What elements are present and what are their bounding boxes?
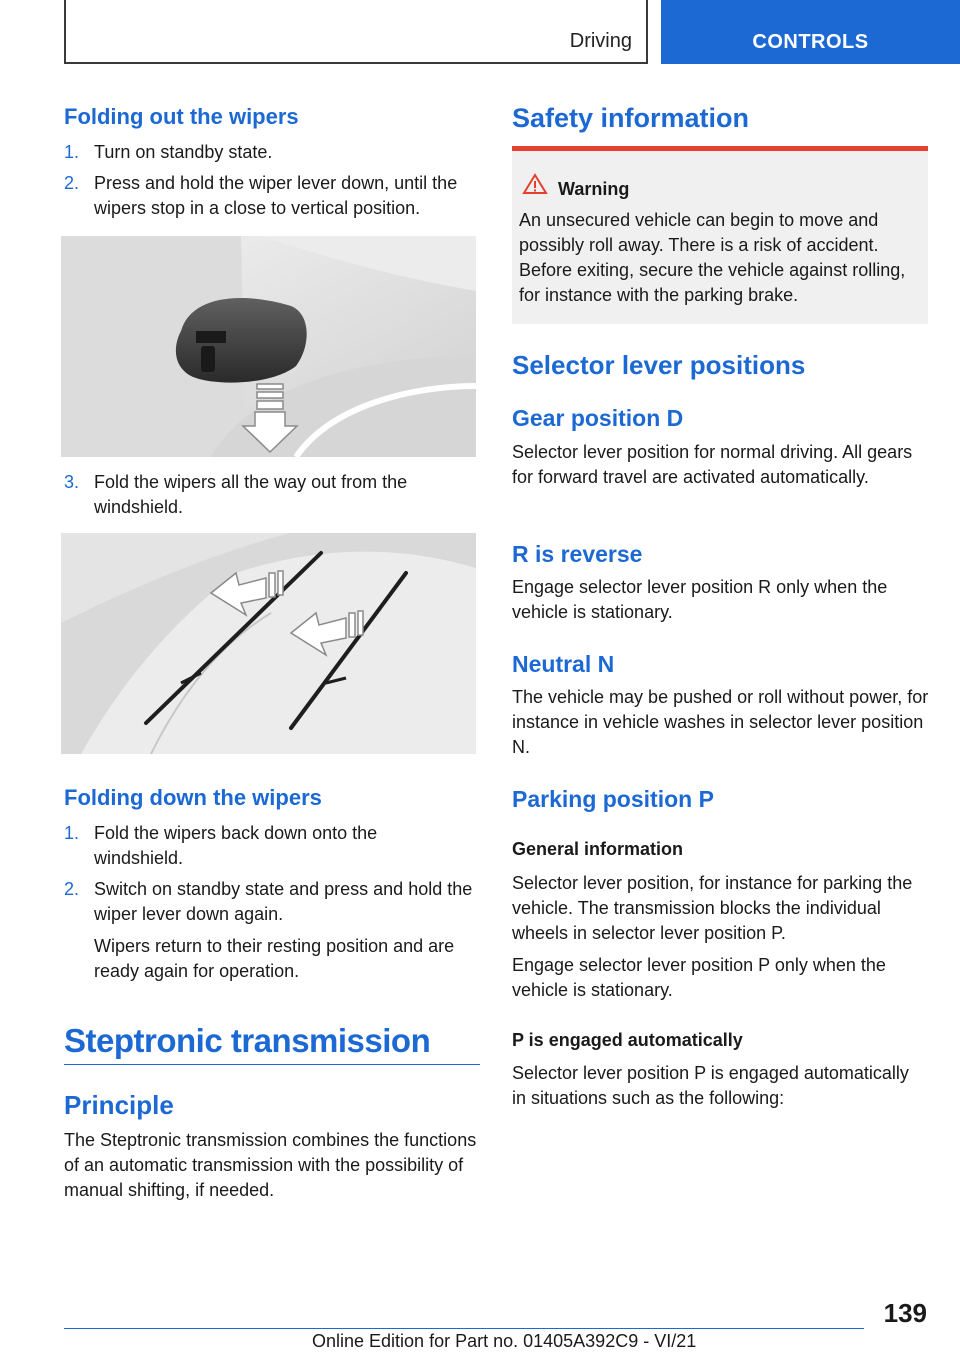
header-section: Driving	[569, 30, 632, 52]
step-number: 3.	[64, 472, 80, 492]
step-text: Fold the wipers back down onto the windshield.	[94, 823, 378, 868]
step-text: Fold the wipers all the way out from the windshield.	[94, 472, 408, 517]
folding-out-title: Folding out the wipers	[64, 104, 299, 129]
reverse-title: R is reverse	[512, 541, 643, 567]
gear-d-title: Gear position D	[512, 405, 684, 431]
step-text: Press and hold the wiper lever down, until the wipers stop in a close to vertical position.	[94, 173, 458, 218]
principle-title: Principle	[64, 1090, 174, 1120]
neutral-text: The vehicle may be pushed or roll without power, for instance in vehicle washes in selector lever position N.	[512, 687, 929, 757]
step-text: Turn on standby state.	[94, 142, 273, 162]
general-info-title: General information	[512, 839, 684, 859]
step-number: 1.	[64, 142, 80, 162]
footer-edition: Online Edition for Part no. 01405A392C9 - VI/21	[312, 1331, 697, 1351]
step-note: Wipers return to their resting position and are ready again for operation.	[94, 936, 455, 981]
step-number: 2.	[64, 173, 80, 193]
gear-d-text: Selector lever position for normal driving. All gears for forward travel are activated automatically.	[512, 442, 913, 487]
safety-title: Safety information	[512, 103, 750, 133]
header-frame	[64, 0, 648, 64]
reverse-text: Engage selector lever position R only when the vehicle is stationary.	[512, 577, 888, 622]
windshield-wipers-illustration	[61, 533, 476, 754]
steptronic-title: Steptronic transmission	[64, 1022, 431, 1059]
warning-box	[512, 146, 928, 324]
warning-title: Warning	[558, 179, 630, 199]
warning-text: An unsecured vehicle can begin to move and possibly roll away. There is a risk of accident. Before exiting, secure the vehicle against rolling, for instance with the parking brake.	[519, 210, 906, 305]
selector-title: Selector lever positions	[512, 350, 806, 380]
step-number: 1.	[64, 823, 80, 843]
section-rule	[64, 1064, 480, 1065]
auto-p-title: P is engaged automatically	[512, 1030, 743, 1050]
step-number: 2.	[64, 879, 80, 899]
footer-rule	[64, 1328, 864, 1329]
header-tab-controls[interactable]: CONTROLS	[661, 0, 960, 64]
principle-text: The Steptronic transmission combines the functions of an automatic transmission with the possibility of manual shifting, if needed.	[64, 1130, 477, 1200]
wiper-lever-illustration	[61, 236, 476, 457]
auto-p-text: Selector lever position P is engaged automatically in situations such as the following:	[512, 1063, 909, 1108]
folding-down-title: Folding down the wipers	[64, 785, 322, 810]
engage-p-text: Engage selector lever position P only when the vehicle is stationary.	[512, 955, 886, 1000]
parking-title: Parking position P	[512, 786, 714, 812]
warning-triangle-icon	[522, 173, 548, 195]
neutral-title: Neutral N	[512, 651, 615, 677]
general-info-text: Selector lever position, for instance for parking the vehicle. The transmission blocks the individual wheels in selector lever position P.	[512, 873, 913, 943]
step-text: Switch on standby state and press and hold the wiper lever down again.	[94, 879, 473, 924]
page-number: 139	[883, 1298, 927, 1328]
